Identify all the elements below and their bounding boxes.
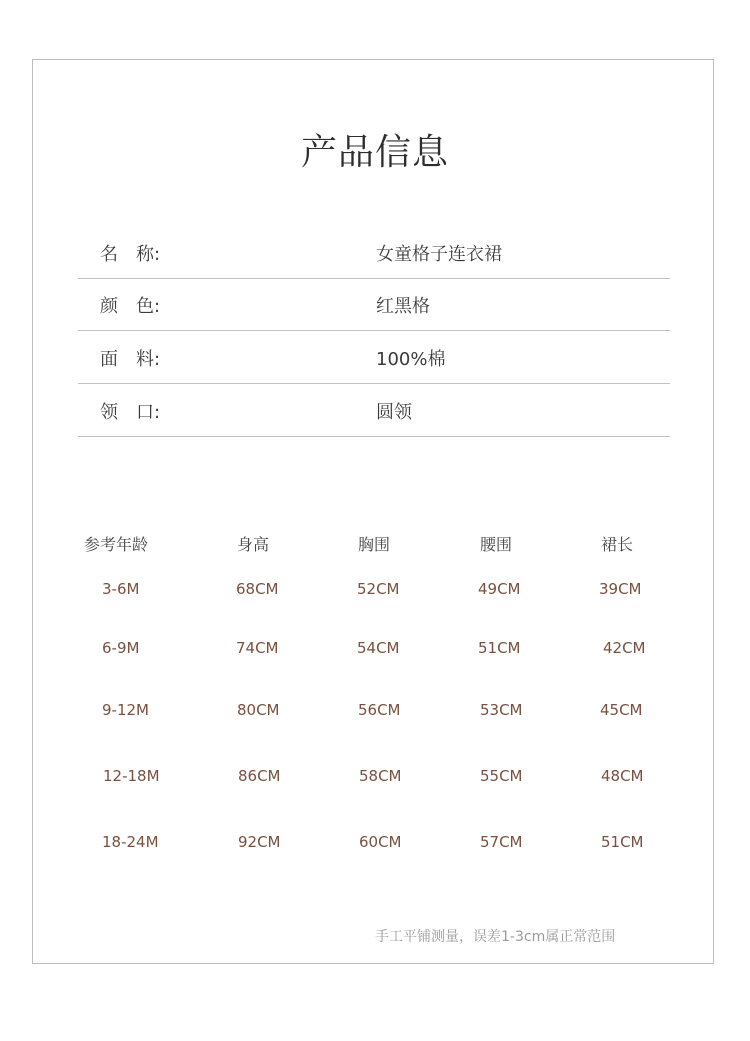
cell-waist: 55CM [480,767,523,785]
info-value-collar: 圆领 [376,402,412,423]
cell-waist: 57CM [480,833,523,851]
info-row-name [78,224,670,279]
cell-chest: 52CM [357,580,400,598]
header-age: 参考年龄 [84,535,149,554]
cell-age: 3-6M [102,580,140,598]
info-label-collar: 领 口: [100,402,161,423]
cell-age: 9-12M [102,701,149,719]
cell-age: 12-18M [103,767,160,785]
header-height: 身高 [237,535,270,554]
info-value-fabric: 100%棉 [376,349,446,370]
product-info-card [32,59,714,964]
info-row-collar [78,382,670,437]
info-row-color [78,276,670,331]
cell-length: 39CM [599,580,642,598]
cell-height: 68CM [236,580,279,598]
cell-waist: 49CM [478,580,521,598]
cell-chest: 56CM [358,701,401,719]
cell-age: 6-9M [102,639,140,657]
cell-height: 92CM [238,833,281,851]
cell-length: 51CM [601,833,644,851]
cell-length: 42CM [603,639,646,657]
measurement-note: 手工平铺测量，误差1-3cm属正常范围 [375,929,616,945]
info-label-name: 名 称: [100,244,161,265]
header-waist: 腰围 [480,535,513,554]
info-label-fabric: 面 料: [100,349,161,370]
cell-age: 18-24M [102,833,159,851]
cell-chest: 54CM [357,639,400,657]
cell-height: 86CM [238,767,281,785]
cell-waist: 51CM [478,639,521,657]
cell-waist: 53CM [480,701,523,719]
header-length: 裙长 [601,535,634,554]
info-label-color: 颜 色: [100,296,161,317]
cell-chest: 58CM [359,767,402,785]
cell-chest: 60CM [359,833,402,851]
info-row-fabric [78,329,670,384]
cell-length: 45CM [600,701,643,719]
header-chest: 胸围 [358,535,391,554]
cell-height: 80CM [237,701,280,719]
info-value-color: 红黑格 [376,296,430,317]
cell-height: 74CM [236,639,279,657]
info-value-name: 女童格子连衣裙 [376,244,502,265]
page-title: 产品信息 [300,132,449,173]
cell-length: 48CM [601,767,644,785]
